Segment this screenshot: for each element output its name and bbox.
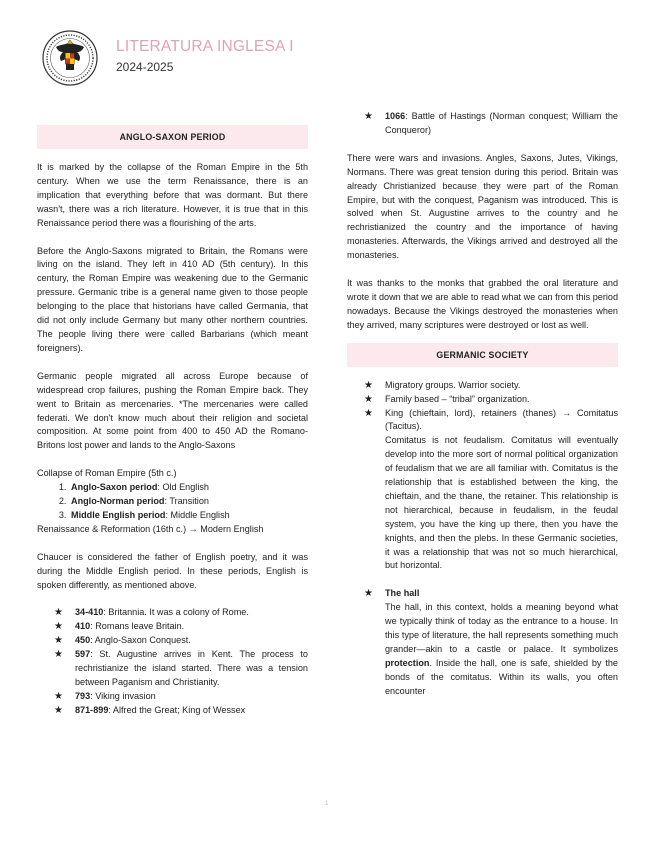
list-item <box>347 407 618 574</box>
course-title: LITERATURA INGLESA I <box>116 38 294 55</box>
section-heading-germanic-society: GERMANIC SOCIETY <box>347 343 618 367</box>
timeline-item <box>37 690 308 704</box>
renaissance-line: Renaissance & Reformation (16th c.) → Modern English <box>37 523 264 534</box>
germanic-society-list <box>347 379 618 574</box>
page-number: 1 <box>325 801 329 807</box>
event: : Alfred the Great; King of Wessex <box>108 704 246 715</box>
timeline-item <box>37 704 308 718</box>
list-item <box>347 393 618 407</box>
timeline-list-continued <box>347 110 618 138</box>
timeline-item <box>347 110 618 138</box>
bullet-text: ★ Migratory groups. Warrior society. <box>385 379 521 390</box>
event: : St. Augustine arrives in Kent. The process to rechristianize the island started. There was a tension between Paganism and Christianity. <box>75 649 308 687</box>
paragraph: There were wars and invasions. Angles, Saxons, Jutes, Vikings, Normans. There was great tension during this period. Britain was already Christianized because they were part of the Roman Empire, but with the conquest, Paganism was introduced. This is solved when St. Augustine arrives to the country and he rechristianized the country and the importance of having monasteries. Afterwards, the Vikings arrived and destroyed all the monasteries. <box>347 152 618 261</box>
event: : Battle of Hastings (Norman conquest; William the Conqueror) <box>385 111 618 135</box>
period-language: : Middle English <box>165 509 230 520</box>
event: : Anglo-Saxon Conquest. <box>90 635 191 646</box>
date: 410 <box>75 621 91 632</box>
hall-title: The hall <box>385 588 420 599</box>
date: 34-410 <box>75 607 104 618</box>
list-item <box>69 509 308 523</box>
date: 597 <box>75 649 91 660</box>
hall-list <box>347 587 618 698</box>
right-column <box>347 110 618 699</box>
paragraph: Before the Anglo-Saxons migrated to Britain, the Romans were living on the island. They left in 410 AD (5th century). In this century, the Roman Empire was weakening due to the Germanic pressure. Germanic tribe is a general name given to those people belonging to the place that historians have called Germania, that did not only include Germany but many other northern countries. The people living there were called Barbarians (which meant foreigners). <box>37 245 308 353</box>
event: : Romans leave Britain. <box>90 621 185 632</box>
paragraph: It is marked by the collapse of the Roman Empire in the 5th century. When we use the term Renaissance, there is an implication that everything before that was dormant. But there wasn't, there was a rich literature. However, it is true that in this Renaissance period there was a flourishing of the arts. <box>37 162 308 228</box>
timeline-list <box>37 606 308 717</box>
period-name: Anglo-Saxon period <box>71 482 158 493</box>
timeline-item <box>37 634 308 648</box>
period-name: Anglo-Norman period <box>71 496 165 507</box>
date: 871-899 <box>75 704 109 715</box>
paragraph: Chaucer is considered the father of English poetry, and it was during the Middle English period. In these periods, English is spoken differently, as mentioned above. <box>37 551 308 590</box>
collapse-line: Collapse of Roman Empire (5th c.) <box>37 468 177 479</box>
date: 450 <box>75 635 91 646</box>
left-column <box>37 125 308 718</box>
hall-paragraph <box>385 601 618 698</box>
event: : Viking invasion <box>90 690 156 701</box>
paragraph: It was thanks to the monks that grabbed the oral literature and wrote it down that we are able to read what we can from this period nowadays. Because the Vikings destroyed the monasteries when they arrived, many scriptures were destroyed or lost as well. <box>347 278 618 330</box>
comitatus-paragraph: Comitatus is not feudalism. Comitatus will eventually develop into the more sort of normal political organization of feudalism that we are all familiar with. Comitatus is the relationship that is established between the king, the chieftain, and the thane, the retainer. This relationship is not hierarchical, because in feudalism, in the feudal system, you have the king up there, then you have the knights, and then the plebs. In these Germanic societies, it was a relationship that was not so much hierarchical, but horizontal. <box>385 435 618 571</box>
timeline-item <box>37 620 308 634</box>
academic-year: 2024-2025 <box>116 60 174 74</box>
date: 1066 <box>385 111 406 121</box>
timeline-item <box>37 606 308 620</box>
bullet-text: ★ Family based – “tribal” organization. <box>385 393 530 404</box>
paragraph: Germanic people migrated all across Europe because of widespread crop failures, pushing the Roman Empire back. They went to Britain as mercenaries. *The mercenaries were called federati. We don't know much about their religion and societal composition. At some point from 400 to 450 AD the Romano-Britons lost power and lands to the Anglo-Saxons <box>37 370 308 451</box>
period-language: : Old English <box>157 482 209 493</box>
bullet-text: ★ King (chieftain, lord), retainers (thanes) → Comitatus (Tacitus). <box>385 407 618 432</box>
date: 793 <box>75 690 91 701</box>
period-language: : Transition <box>164 496 209 507</box>
timeline-item <box>37 648 308 690</box>
list-item <box>347 379 618 393</box>
hall-text: . Inside the hall, one is safe, shielded by the bonds of the comitatus. Within its walls, you often encounter <box>385 657 618 696</box>
list-item <box>347 587 618 698</box>
university-seal-logo <box>42 30 98 86</box>
section-heading-anglo-saxon: ANGLO-SAXON PERIOD <box>37 125 308 149</box>
list-item <box>69 495 308 509</box>
hall-emphasis: protection <box>385 657 430 668</box>
period-name: Middle English period <box>71 509 166 520</box>
list-item <box>69 481 308 495</box>
periods-list <box>37 481 308 523</box>
event: : Britannia. It was a colony of Rome. <box>103 607 249 618</box>
hall-text: The hall, in this context, holds a meaning beyond what we typically think of today as the entrance to a house. In this type of literature, the hall represents something much grander—akin to a castle or palace. It symbolizes <box>385 602 618 654</box>
